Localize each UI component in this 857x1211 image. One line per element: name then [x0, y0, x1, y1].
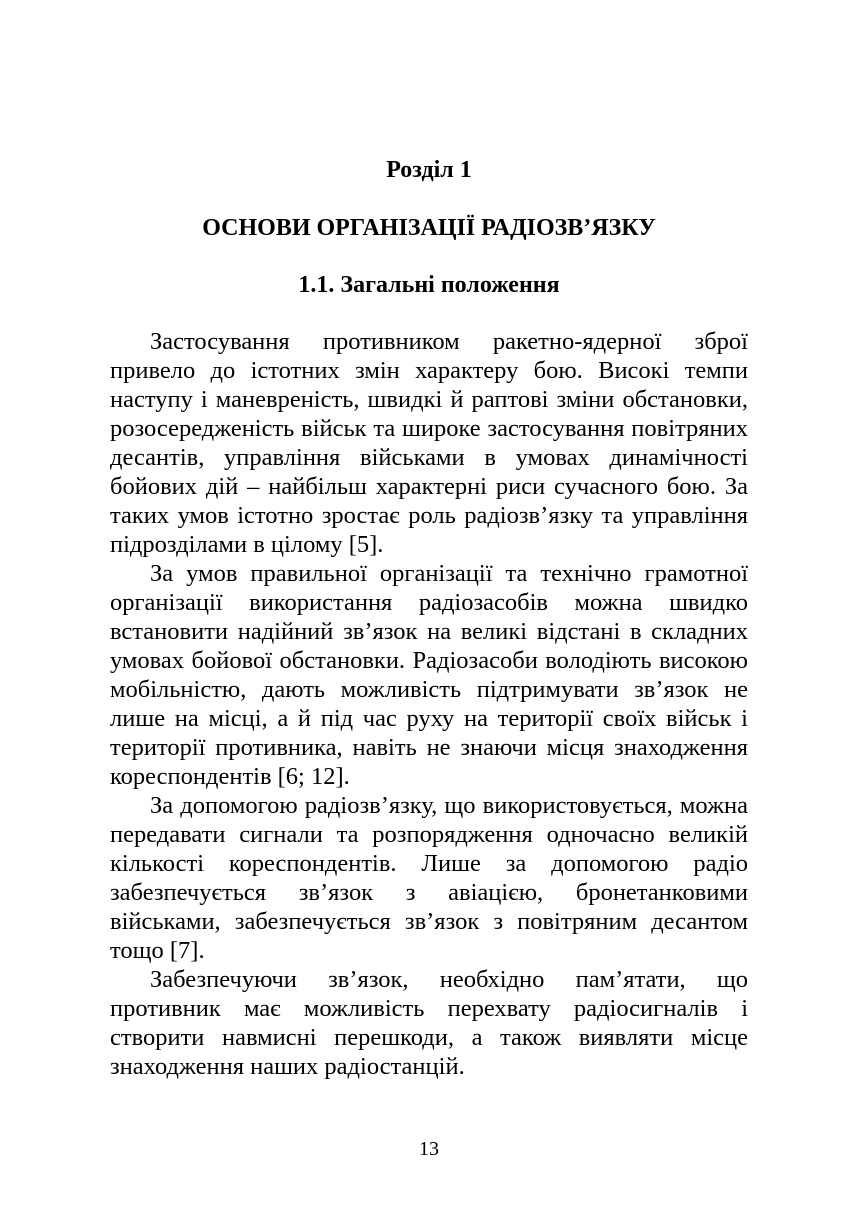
- body-text: [110, 327, 748, 1081]
- section-title: 1.1. Загальні положення: [298, 272, 560, 298]
- chapter-title: ОСНОВИ ОРГАНІЗАЦІЇ РАДІОЗВ’ЯЗКУ: [202, 215, 656, 241]
- paragraph: Застосування противником ракетно-ядерної зброї привело до істотних змін характеру бою. Високі темпи наступу і маневреність, швидкі й раптові зміни обстановки, розосередженість військ та широке застосування повітряних десантів, управління військами в умовах динамічності бойових дій – найбільш характерні риси сучасного бою. За таких умов істотно зростає роль радіозв’язку та управління підрозділами в цілому [5].: [110, 328, 748, 558]
- paragraph: За умов правильної організації та технічно грамотної організації використання радіозасобів можна швидко встановити надійний зв’язок на великі відстані в складних умовах бойової обстановки. Радіозасоби володіють високою мобільністю, дають можливість підтримувати зв’язок не лише на місці, а й під час руху на території своїх військ і території противника, навіть не знаючи місця знаходження кореспондентів [6; 12].: [110, 560, 748, 790]
- paragraph: Забезпечуючи зв’язок, необхідно пам’ятати, що противник має можливість перехвату радіосигналів і створити навмисні перешкоди, а також виявляти місце знаходження наших радіостанцій.: [110, 966, 748, 1080]
- page-number: 13: [419, 1138, 439, 1160]
- paragraph: За допомогою радіозв’язку, що використовується, можна передавати сигнали та розпорядження одночасно великій кількості кореспондентів. Лише за допомогою радіо забезпечується зв’язок з авіацією, бронетанковими військами, забезпечується зв’язок з повітряним десантом тощо [7].: [110, 792, 748, 964]
- document-page: [110, 0, 748, 1211]
- chapter-label: Розділ 1: [386, 157, 472, 183]
